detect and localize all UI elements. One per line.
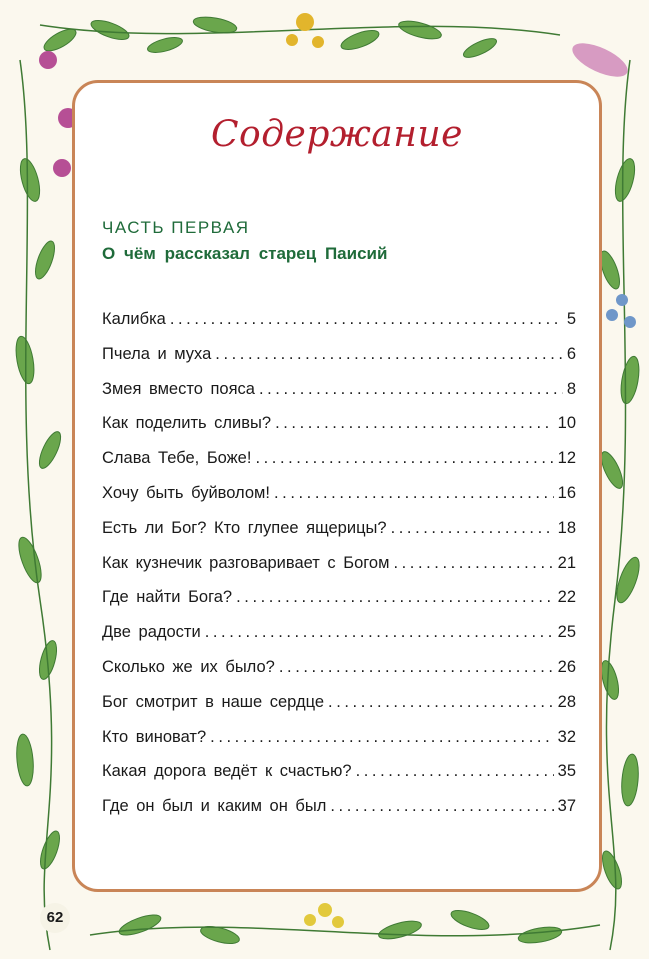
toc-entry-page: 26 xyxy=(557,657,576,676)
toc-leader-dots xyxy=(356,754,554,789)
toc-leader-dots xyxy=(393,546,553,581)
toc-entry[interactable] xyxy=(102,302,576,337)
toc-entry-title: Змея вместо пояса xyxy=(102,379,255,398)
table-of-contents xyxy=(102,302,576,824)
toc-leader-dots xyxy=(170,302,563,337)
toc-entry-page: 28 xyxy=(557,692,576,711)
toc-entry-title: Где найти Бога? xyxy=(102,588,233,607)
toc-entry-page: 16 xyxy=(557,483,576,502)
toc-entry[interactable] xyxy=(102,337,576,372)
toc-entry[interactable] xyxy=(102,685,576,720)
toc-leader-dots xyxy=(279,650,554,685)
toc-entry[interactable] xyxy=(102,372,576,407)
toc-entry-page: 25 xyxy=(557,623,576,642)
toc-entry[interactable] xyxy=(102,789,576,824)
toc-entry-page: 35 xyxy=(557,762,576,781)
toc-entry-title: Две радости xyxy=(102,623,201,642)
toc-leader-dots xyxy=(274,476,554,511)
toc-entry-page: 12 xyxy=(557,449,576,468)
toc-leader-dots xyxy=(210,720,553,755)
toc-entry-title: Есть ли Бог? Кто глупее ящерицы? xyxy=(102,518,387,537)
toc-entry-page: 32 xyxy=(557,727,576,746)
toc-entry-title: Как поделить сливы? xyxy=(102,414,272,433)
part-label: ЧАСТЬ ПЕРВАЯ xyxy=(102,218,250,237)
toc-entry[interactable] xyxy=(102,406,576,441)
toc-entry-title: Пчела и муха xyxy=(102,344,212,363)
toc-entry-page: 6 xyxy=(566,344,576,363)
toc-leader-dots xyxy=(259,372,563,407)
toc-leader-dots xyxy=(255,441,553,476)
toc-entry-page: 22 xyxy=(557,588,576,607)
toc-entry[interactable] xyxy=(102,754,576,789)
page-number: 62 xyxy=(40,903,70,933)
toc-entry-page: 18 xyxy=(557,518,576,537)
toc-entry-title: Где он был и каким он был xyxy=(102,797,327,816)
toc-leader-dots xyxy=(330,789,553,824)
toc-entry[interactable] xyxy=(102,441,576,476)
page-title: Содержание xyxy=(211,114,463,155)
toc-leader-dots xyxy=(391,511,554,546)
part-subtitle: О чём рассказал старец Паисий xyxy=(102,244,388,263)
toc-entry[interactable] xyxy=(102,615,576,650)
toc-entry-title: Как кузнечик разговаривает с Богом xyxy=(102,553,390,572)
toc-entry-title: Слава Тебе, Боже! xyxy=(102,449,252,468)
toc-entry-page: 10 xyxy=(557,414,576,433)
toc-entry[interactable] xyxy=(102,511,576,546)
toc-entry-title: Сколько же их было? xyxy=(102,657,275,676)
toc-entry-page: 8 xyxy=(566,379,576,398)
toc-entry[interactable] xyxy=(102,720,576,755)
toc-entry-page: 37 xyxy=(557,797,576,816)
toc-entry-title: Бог смотрит в наше сердце xyxy=(102,692,325,711)
toc-entry-page: 5 xyxy=(566,310,576,328)
toc-entry[interactable] xyxy=(102,476,576,511)
toc-leader-dots xyxy=(328,685,554,720)
toc-entry-title: Кто виноват? xyxy=(102,727,207,746)
toc-entry-title: Калибка xyxy=(102,310,166,328)
toc-entry-title: Какая дорога ведёт к счастью? xyxy=(102,762,352,781)
toc-entry[interactable] xyxy=(102,650,576,685)
toc-leader-dots xyxy=(275,406,554,441)
toc-entry-title: Хочу быть буйволом! xyxy=(102,483,270,502)
toc-leader-dots xyxy=(236,580,554,615)
toc-leader-dots xyxy=(215,337,563,372)
toc-entry[interactable] xyxy=(102,546,576,581)
toc-entry-page: 21 xyxy=(557,553,576,572)
toc-leader-dots xyxy=(205,615,554,650)
toc-entry[interactable] xyxy=(102,580,576,615)
